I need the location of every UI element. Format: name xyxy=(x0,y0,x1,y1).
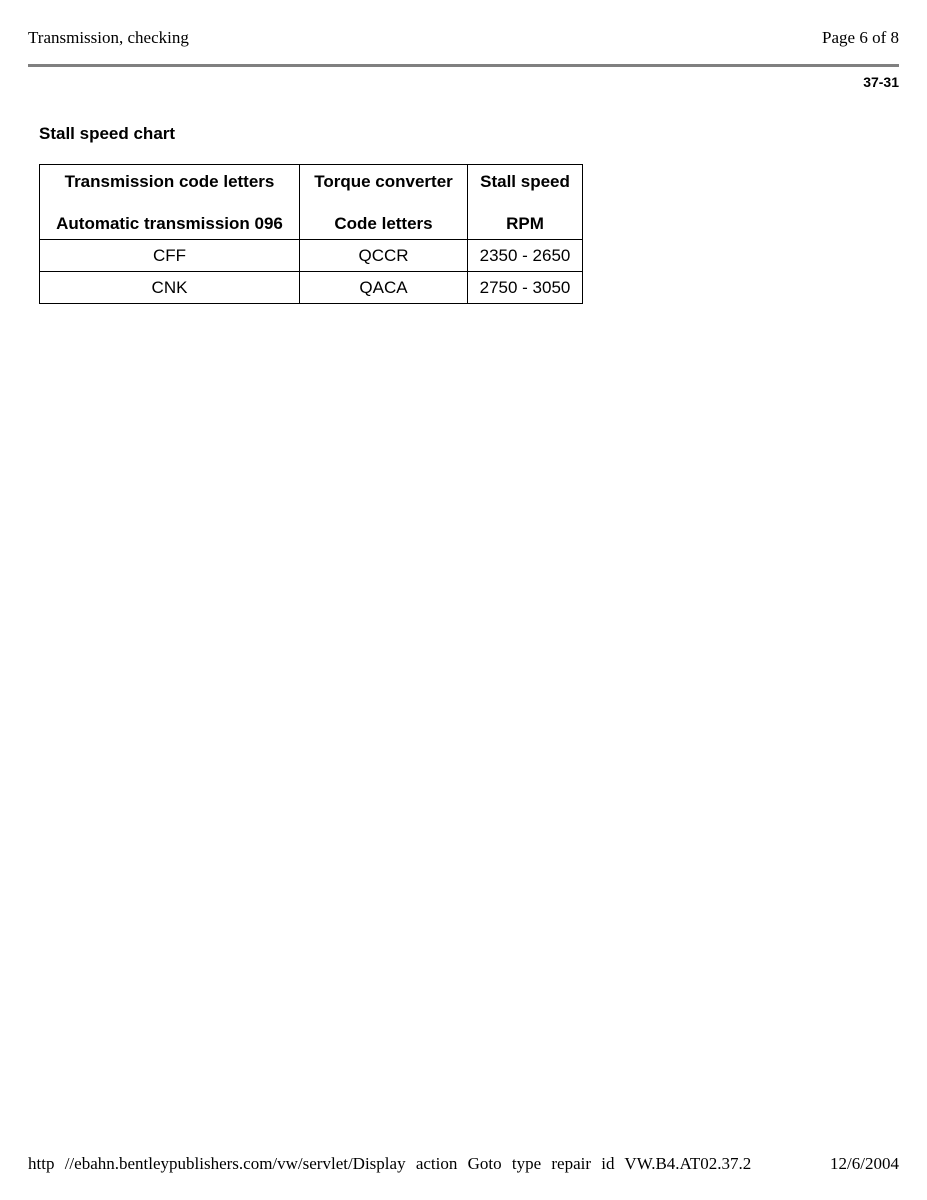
page-number: Page 6 of 8 xyxy=(822,28,899,47)
header-line: Transmission code letters xyxy=(64,171,275,191)
document-title: Transmission, checking xyxy=(28,28,189,47)
print-date: 12/6/2004 xyxy=(830,1154,899,1173)
section-code: 37-31 xyxy=(863,74,899,90)
table-cell: QCCR xyxy=(300,240,468,272)
table-cell: 2750 - 3050 xyxy=(468,272,583,304)
column-header-torque-converter xyxy=(300,165,468,240)
section-title: Stall speed chart xyxy=(39,124,176,143)
header-divider xyxy=(28,64,899,67)
header-line: Automatic transmission 096 xyxy=(56,213,283,233)
table-header-row xyxy=(40,165,583,240)
page-header xyxy=(28,28,899,50)
table-cell: CNK xyxy=(40,272,300,304)
stall-speed-table xyxy=(39,164,583,304)
table-cell: CFF xyxy=(40,240,300,272)
column-header-stall-speed xyxy=(468,165,583,240)
header-line: RPM xyxy=(506,213,544,233)
table-cell: QACA xyxy=(300,272,468,304)
source-url: http //ebahn.bentleypublishers.com/vw/servlet/Display action Goto type repair id VW.B4.AT02.37.2 xyxy=(28,1154,752,1173)
table-cell: 2350 - 2650 xyxy=(468,240,583,272)
table-row xyxy=(40,272,583,304)
header-line: Code letters xyxy=(334,213,433,233)
table-row xyxy=(40,240,583,272)
header-line: Stall speed xyxy=(480,171,570,191)
header-line: Torque converter xyxy=(314,171,453,191)
column-header-transmission-code xyxy=(40,165,300,240)
